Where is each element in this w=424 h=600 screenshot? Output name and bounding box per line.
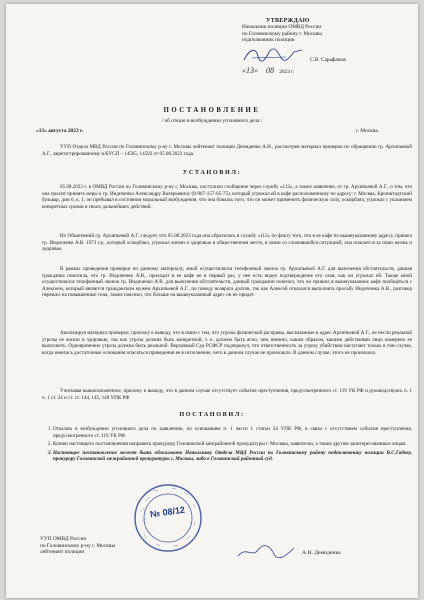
approval-date-day: «13» <box>242 65 258 75</box>
document-title: ПОСТАНОВЛЕНИЕ <box>163 107 261 114</box>
document-date-text: «13» августа 2023 г. <box>36 128 84 134</box>
approval-line-2: по Головинскому району г. Москвы <box>242 30 322 37</box>
official-stamp <box>132 482 204 554</box>
footer-org-1: УУП ОМВД России <box>40 536 87 542</box>
document-subtitle: / об отказе в возбуждении уголовного дела / <box>161 118 263 124</box>
document-date <box>36 128 83 135</box>
section-established-heading: УСТАНОВИЛ: <box>182 169 242 176</box>
document-city: г. Москва. <box>356 128 380 134</box>
approval-signature-line <box>242 46 412 64</box>
resolved-item-1: 1. Отказать в возбуждении уголовного дела по заявлению, по основаниям п. 1 части 1 статьи 24 УПК РФ, в связи с отсутствием события преступления, предусмотренного ст. 119 УК РФ. <box>53 426 412 439</box>
resolved-item-3: 3. Настоящее постановление может быть обжаловано Начальнику Отдела МВД России по Головинскому району подполковнику полиции В.С.Гадову, прокурору Головинской межрайонной прокуратуры г. Москвы, либо в Головинский районный суд. <box>53 450 412 463</box>
footer-officer-name: А.Н. Демиденко <box>302 550 341 556</box>
approval-line-3: подполковник полиции <box>242 37 295 44</box>
signature-mark <box>242 46 304 64</box>
officer-signature-mark <box>236 544 296 560</box>
footer-officer-block <box>40 536 115 556</box>
established-paragraph-2: Их Объяснений гр. Архипьевой А.Г. следует, что 05.08.2023 года она обратилась в службу «112» по факту того, что в ее кафе по вышеуказанному адресу, пришел гр. Индиченко А.В. 1973 г.р., который оскорблял, угрожал жизни и здоровью в общественном месте, в связи со сложившейся ситуацией, она опасается за свою жизнь и здоровье. <box>42 233 412 252</box>
footer-rank: лейтенант полиции <box>40 549 85 556</box>
established-paragraph-3: В рамках проведения проверки по данному материалу, мной осуществлялся телефонный звонок гр. Архипьевой А.Г. для выяснения обстоятельств, данная гражданка пояснила, что гр. Индиченко А.В., приходит в ее кафе не в первый раз, у нее есть видео подтверждение его слов, как он угрожал ей. Также мной осуществлялся телефонный звонок гр. Индиченко А.В. для выяснения обстоятельств, данный гражданин пояснил, что он пришел в вышеуказанное кафе пообщаться с Алексеем, который является гражданским мужем Архипьевой А.Г., по поводу возврата долгов, так как Алексей отказался выполнять просьбу Индиченко А.В., разговор перешел на повышенные тона, также пояснил, что больше на вышеуказанный адрес он не придет. <box>42 266 412 298</box>
established-paragraph-5: Учитывая вышеизложенное, прихожу к выводу, что в данном случае отсутствует событие преступления, предусмотренного ст. 119 УК РФ и руководствуясь п. 1 ч. 1 ст. 24 и ст. ст. 144, 145, 148 УПК РФ <box>42 388 412 401</box>
document-page <box>6 4 418 598</box>
stamp-ring-icon <box>132 482 204 554</box>
intro-paragraph: УУП Отдела МВД России по Головинскому р-ну г. Москвы лейтенант полиции Демиденко А.Н., рассмотрев материал проверки по обращению гр. Архипьевой А.Г., зарегистрированному в КУСП – 14565, 14593 от 05.08.2023 года. <box>42 144 412 157</box>
section-resolved-heading: ПОСТАНОВИЛ: <box>179 411 245 418</box>
established-paragraph-1: 05.08.2023 г. в ОМВД России по Головинскому р-ну г. Москвы, поступило сообщение через службу «112», а также заявление, от гр. Архипьевой А.Г., о том, что она просит принять меры к гр. Индиченко Александру Валерьевичу (8-967-157-05-75), который угрожал ей в кафе расположенному по адресу: г. Москва, Кронштадтский бульвар, дом 6, к. 1, он пребывал в состоянии моральный возбуждения, что она боялась того, что он может применить физическую силу, оскорблял, угрожал с указанием конкретных сроков и своих дальнейших действий. <box>42 184 412 210</box>
footer-org-2: по Головинскому р-ну г. Москвы <box>40 542 116 549</box>
approval-block <box>242 18 412 75</box>
approval-signer: С.В. Сарафанов <box>310 57 346 64</box>
approval-date-month: 08 <box>265 65 274 75</box>
resolved-item-2: 2. Копию настоящего постановления направить прокурору Головинской межрайонной прокуратуры г. Москвы, заявителю, а также другим заинтересованным лицам. <box>53 441 412 448</box>
established-paragraph-4: Анализируя материал проверки, прихожу к выводу, что в связи с тем, что угрозы физической расправы, высказанные в адрес Архипьевой А.Г., не несли реальной угрозы ее жизни и здоровью, так как угроза должна быть конкретной, т. е. должно быть ясно, чем именно, каким образом, какими действиями лицо намерено ее выполнить. Одновременно угроза должна быть реальной. Верховный Суд РСФСР подчеркнул, что ответственность за угрозу убийством наступает только в том случае, когда имелись достаточные основания опасаться приведения ее в исполнение, чего в данном случае не произошло. В данном случае, этого не произошло. <box>42 330 412 356</box>
approval-line-1: Начальник полиции ОМВД России <box>242 24 322 31</box>
resolved-list <box>42 426 412 465</box>
approval-date <box>242 65 412 75</box>
approval-date-year: 2023 г. <box>279 68 295 75</box>
stamp-number: № 08/12 <box>149 504 186 520</box>
approval-heading: УТВЕРЖДАЮ <box>266 18 310 24</box>
